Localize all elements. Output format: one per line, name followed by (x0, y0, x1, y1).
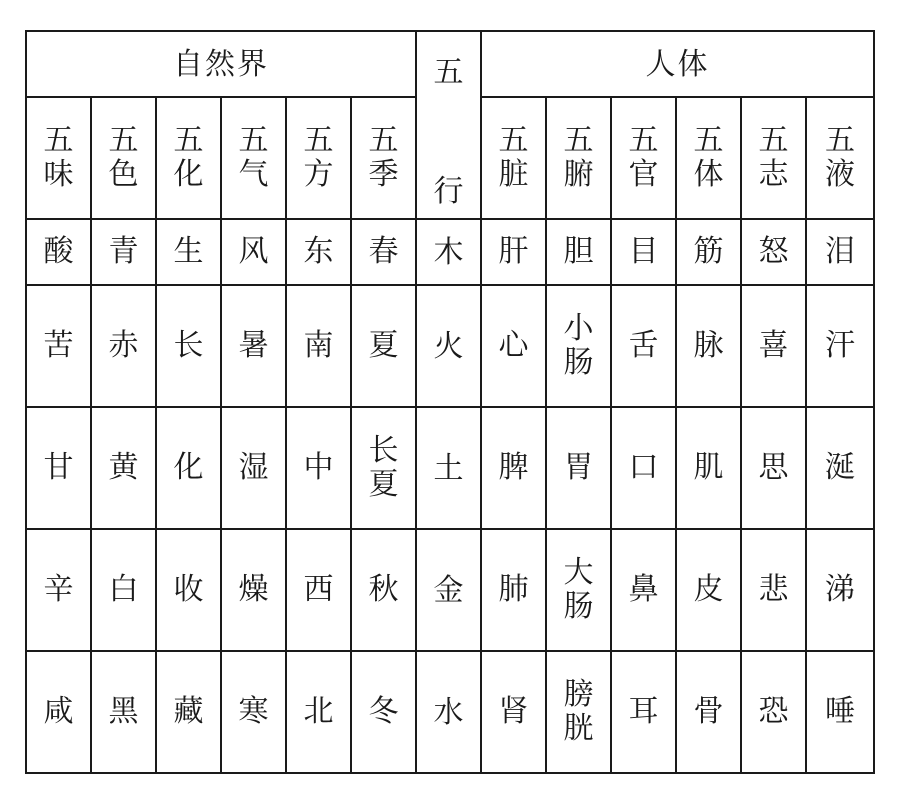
nature-cell (286, 219, 351, 285)
nature-cell-char: 苦 (43, 328, 74, 364)
nature-cell-char: 甘 (43, 450, 74, 486)
body-cell (611, 407, 676, 529)
body-column-header (806, 97, 874, 219)
nature-cell (156, 285, 221, 407)
body-column-header (481, 97, 546, 219)
body-cell-char: 肠 (563, 589, 594, 624)
element-cell: 木 (416, 219, 481, 285)
nature-cell-char: 秋 (368, 572, 399, 608)
body-cell-char: 心 (498, 328, 529, 364)
body-column-header-char: 五 (825, 123, 856, 159)
nature-column-header-char: 五 (43, 123, 74, 159)
nature-cell-char: 长 (173, 328, 204, 364)
nature-cell (351, 285, 416, 407)
nature-column-header-char: 气 (238, 157, 269, 192)
nature-cell-char: 春 (368, 234, 399, 270)
body-cell-char: 肠 (563, 345, 594, 380)
nature-cell (156, 651, 221, 773)
nature-column-header-char: 五 (238, 123, 269, 159)
body-cell (611, 529, 676, 651)
body-cell-char: 涎 (825, 450, 856, 486)
body-cell (546, 651, 611, 773)
nature-cell (351, 529, 416, 651)
table-row (26, 529, 874, 651)
body-cell-char: 脾 (498, 450, 529, 486)
body-cell-char: 涕 (825, 572, 856, 608)
nature-cell (286, 285, 351, 407)
nature-cell (221, 285, 286, 407)
body-cell-char: 肌 (693, 450, 724, 486)
body-cell (741, 219, 806, 285)
nature-cell-char: 中 (303, 450, 334, 486)
nature-cell (91, 651, 156, 773)
body-cell (806, 285, 874, 407)
body-column-header-char: 脏 (498, 157, 529, 192)
body-column-header-char: 五 (628, 123, 659, 159)
body-cell (546, 407, 611, 529)
body-cell (611, 219, 676, 285)
body-cell (741, 529, 806, 651)
wuxing-header-bottom: 行 (433, 174, 464, 209)
wuxing-header-top: 五 (433, 55, 464, 90)
body-cell (611, 651, 676, 773)
nature-cell-char: 生 (173, 234, 204, 270)
body-column-header (546, 97, 611, 219)
nature-column-header-char: 五 (173, 123, 204, 159)
nature-cell-char: 湿 (238, 450, 269, 486)
nature-cell (91, 407, 156, 529)
body-cell-char: 恐 (758, 694, 789, 730)
nature-cell-char: 收 (173, 572, 204, 608)
body-column-header (741, 97, 806, 219)
nature-cell (221, 651, 286, 773)
body-column-header (611, 97, 676, 219)
body-cell-char: 口 (628, 450, 659, 486)
nature-cell (156, 529, 221, 651)
body-cell (546, 285, 611, 407)
nature-cell-char: 酸 (43, 234, 74, 270)
body-cell-char: 胃 (563, 450, 594, 486)
table-row (26, 219, 874, 285)
body-cell (481, 219, 546, 285)
nature-group-header: 自然界 (26, 31, 416, 97)
body-cell (741, 407, 806, 529)
nature-column-header (156, 97, 221, 219)
nature-cell (91, 529, 156, 651)
body-cell-char: 目 (628, 234, 659, 270)
body-cell (806, 651, 874, 773)
body-cell-char: 舌 (628, 328, 659, 364)
table-row (26, 651, 874, 773)
nature-cell (221, 529, 286, 651)
nature-cell (91, 285, 156, 407)
body-column-header-char: 五 (758, 123, 789, 159)
nature-column-header-char: 五 (368, 123, 399, 159)
body-cell-char: 筋 (693, 234, 724, 270)
nature-cell-char: 青 (108, 234, 139, 270)
nature-column-header (26, 97, 91, 219)
body-cell (741, 285, 806, 407)
body-column-header (676, 97, 741, 219)
nature-cell (286, 529, 351, 651)
body-column-header-char: 官 (628, 157, 659, 192)
nature-cell (26, 219, 91, 285)
nature-cell-char: 风 (238, 234, 269, 270)
body-cell-char: 怒 (758, 234, 789, 270)
nature-cell (351, 651, 416, 773)
body-cell (806, 407, 874, 529)
body-column-header-char: 腑 (563, 157, 594, 192)
body-column-header-char: 体 (693, 157, 724, 192)
nature-cell-char: 夏 (368, 328, 399, 364)
wuxing-header-cell (416, 31, 481, 219)
nature-cell-char: 黑 (108, 694, 139, 730)
body-cell (481, 529, 546, 651)
nature-cell-char: 辛 (43, 572, 74, 608)
body-column-header-char: 液 (825, 157, 856, 192)
body-cell (546, 219, 611, 285)
nature-cell (351, 219, 416, 285)
body-cell (741, 651, 806, 773)
nature-cell (156, 219, 221, 285)
body-column-header-char: 五 (693, 123, 724, 159)
element-cell: 火 (416, 285, 481, 407)
body-cell-char: 骨 (693, 694, 724, 730)
group-header-row (26, 31, 874, 97)
nature-column-header (91, 97, 156, 219)
nature-cell-char: 白 (108, 572, 139, 608)
table-row (26, 407, 874, 529)
nature-cell-char: 化 (173, 450, 204, 486)
body-cell-char: 胱 (563, 711, 594, 746)
nature-cell-char: 南 (303, 328, 334, 364)
nature-cell (351, 407, 416, 529)
nature-cell (221, 407, 286, 529)
nature-cell-char: 寒 (238, 694, 269, 730)
nature-cell-char: 冬 (368, 694, 399, 730)
nature-column-header-char: 方 (303, 157, 334, 192)
nature-cell (286, 407, 351, 529)
body-cell-char: 鼻 (628, 572, 659, 608)
nature-cell-char: 藏 (173, 694, 204, 730)
nature-column-header-char: 色 (108, 157, 139, 192)
body-cell-char: 大 (563, 555, 594, 591)
body-cell-char: 膀 (563, 677, 594, 713)
nature-cell-char: 夏 (368, 467, 399, 502)
body-cell-char: 喜 (758, 328, 789, 364)
body-cell-char: 胆 (563, 234, 594, 270)
nature-cell-char: 北 (303, 694, 334, 730)
nature-column-header (221, 97, 286, 219)
nature-cell-char: 暑 (238, 328, 269, 364)
nature-column-header (351, 97, 416, 219)
nature-column-header-char: 五 (108, 123, 139, 159)
body-cell-char: 泪 (825, 234, 856, 270)
body-group-header: 人体 (481, 31, 874, 97)
nature-column-header-char: 季 (368, 157, 399, 192)
element-cell: 水 (416, 651, 481, 773)
nature-column-header-char: 五 (303, 123, 334, 159)
nature-cell (26, 651, 91, 773)
nature-cell-char: 东 (303, 234, 334, 270)
body-cell (806, 219, 874, 285)
body-column-header-char: 五 (563, 123, 594, 159)
nature-cell (221, 219, 286, 285)
body-cell (546, 529, 611, 651)
body-cell (481, 651, 546, 773)
nature-cell-char: 燥 (238, 572, 269, 608)
element-cell: 金 (416, 529, 481, 651)
nature-cell-char: 黄 (108, 450, 139, 486)
body-cell (676, 285, 741, 407)
nature-cell-char: 咸 (43, 694, 74, 730)
body-cell-char: 悲 (758, 572, 789, 608)
nature-cell-char: 西 (303, 572, 334, 608)
body-cell-char: 耳 (628, 694, 659, 730)
body-cell-char: 皮 (693, 572, 724, 608)
body-cell (806, 529, 874, 651)
body-column-header-char: 志 (758, 157, 789, 192)
body-cell-char: 脉 (693, 328, 724, 364)
nature-cell (26, 529, 91, 651)
nature-column-header (286, 97, 351, 219)
nature-cell (286, 651, 351, 773)
body-cell-char: 唾 (825, 694, 856, 730)
body-cell-char: 肝 (498, 234, 529, 270)
body-cell (611, 285, 676, 407)
body-cell-char: 汗 (825, 328, 856, 364)
nature-cell (91, 219, 156, 285)
nature-cell (26, 407, 91, 529)
nature-cell (156, 407, 221, 529)
body-cell-char: 肾 (498, 694, 529, 730)
five-elements-table (25, 30, 875, 774)
nature-column-header-char: 味 (43, 157, 74, 192)
body-cell (481, 407, 546, 529)
body-cell (676, 651, 741, 773)
body-column-header-char: 五 (498, 123, 529, 159)
nature-cell-char: 赤 (108, 328, 139, 364)
table-row (26, 285, 874, 407)
nature-cell (26, 285, 91, 407)
nature-cell-char: 长 (368, 433, 399, 469)
body-cell (676, 219, 741, 285)
body-cell (481, 285, 546, 407)
element-cell: 土 (416, 407, 481, 529)
body-cell (676, 407, 741, 529)
body-cell-char: 思 (758, 450, 789, 486)
body-cell-char: 肺 (498, 572, 529, 608)
body-cell (676, 529, 741, 651)
nature-column-header-char: 化 (173, 157, 204, 192)
body-cell-char: 小 (563, 311, 594, 347)
